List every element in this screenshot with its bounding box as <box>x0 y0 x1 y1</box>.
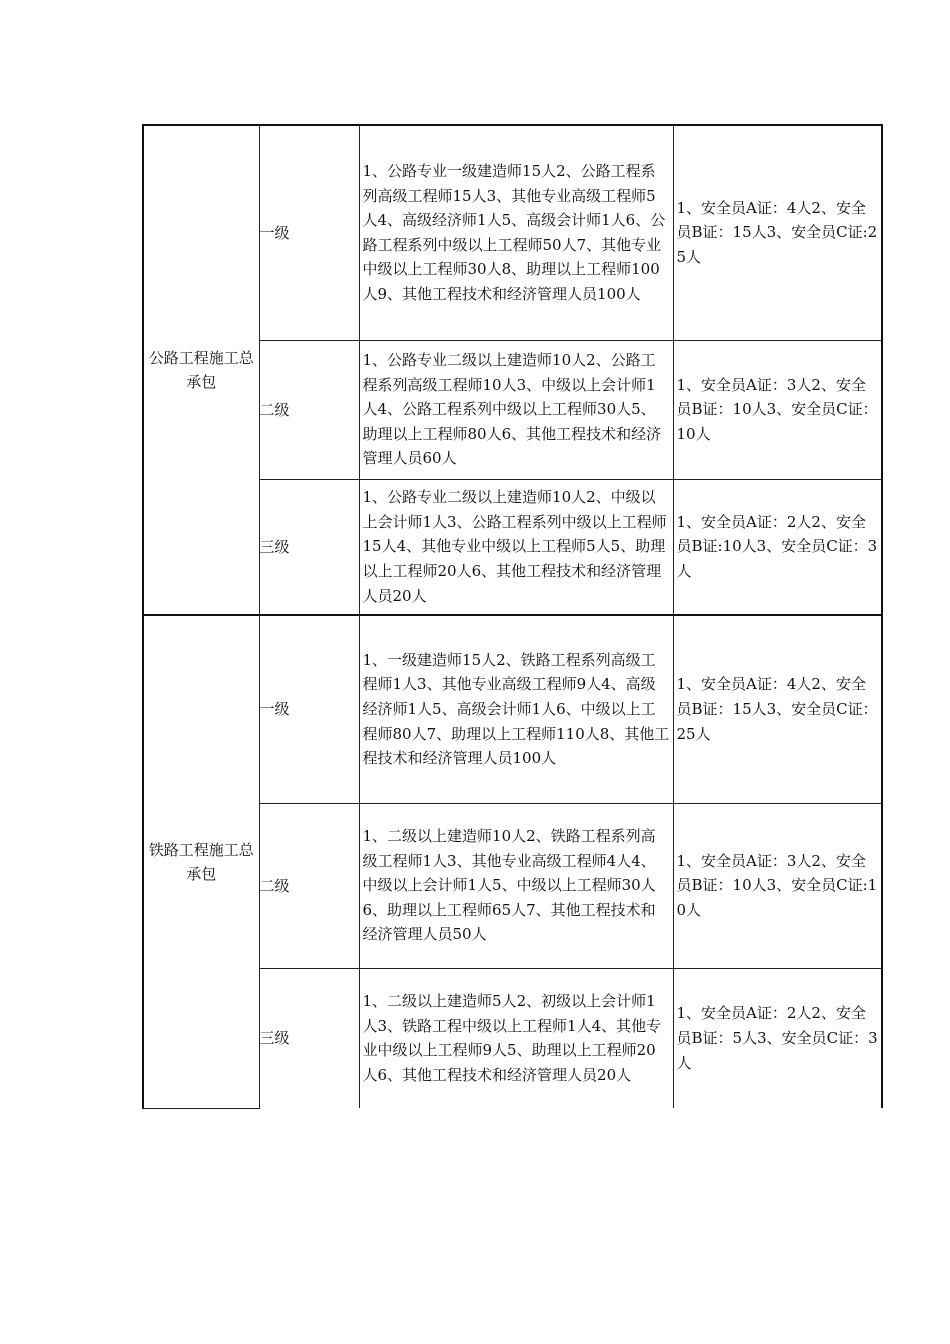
grade-label: 三级 <box>259 1029 290 1048</box>
grade-label: 二级 <box>259 876 290 895</box>
grade-label: 二级 <box>259 400 290 419</box>
safety-officer-text: 1、安全员A证：3人2、安全员B证：10人3、安全员C证:10人 <box>676 851 878 919</box>
safety-officer-text: 1、安全员A证：2人2、安全员B证:10人3、安全员C证：3人 <box>676 512 878 581</box>
category-cell <box>143 125 259 615</box>
staff-requirements-cell <box>359 340 673 479</box>
grade-label: 一级 <box>259 700 290 719</box>
grade-label: 三级 <box>259 537 290 556</box>
grade-cell <box>259 968 359 1108</box>
staff-requirements-text: 1、公路专业一级建造师15人2、公路工程系列高级工程师15人3、其他专业高级工程师5人4、高级经济师1人5、高级会计师1人6、公路工程系列中级以上工程师50人7、其他专业中级以上工程师30人8、助理以上工程师100人9、其他工程技术和经济管理人员100人 <box>362 161 666 303</box>
staff-requirements-cell <box>359 479 673 615</box>
safety-officer-cell <box>673 615 882 803</box>
grade-cell <box>259 803 359 968</box>
staff-requirements-text: 1、一级建造师15人2、铁路工程系列高级工程师1人3、其他专业高级工程师9人4、高级经济师1人5、高级会计师1人6、中级以上工程师80人7、助理以上工程师110人8、其他工程技术和经济管理人员100人 <box>362 650 670 768</box>
category-label: 公路工程施工总承包 <box>148 349 254 391</box>
safety-officer-text: 1、安全员A证：2人2、安全员B证：5人3、安全员C证：3人 <box>676 1004 878 1072</box>
safety-officer-text: 1、安全员A证：4人2、安全员B证：15人3、安全员C证：25人 <box>676 675 878 743</box>
staff-requirements-text: 1、二级以上建造师5人2、初级以上会计师1人3、铁路工程中级以上工程师1人4、其他专业中级以上工程师9人5、助理以上工程师20人6、其他工程技术和经济管理人员20人 <box>362 992 662 1084</box>
grade-label: 一级 <box>259 223 290 242</box>
grade-cell <box>259 615 359 803</box>
staff-requirements-cell <box>359 803 673 968</box>
staff-requirements-cell <box>359 615 673 803</box>
safety-officer-cell <box>673 968 882 1108</box>
staff-requirements-text: 1、公路专业二级以上建造师10人2、中级以上会计师1人3、公路工程系列中级以上工程师15人4、其他专业中级以上工程师5人5、助理以上工程师20人6、其他工程技术和经济管理人员20人 <box>362 488 667 605</box>
staff-requirements-cell <box>359 968 673 1108</box>
staff-requirements-text: 1、公路专业二级以上建造师10人2、公路工程系列高级工程师10人3、中级以上会计师1人4、公路工程系列中级以上工程师30人5、助理以上工程师80人6、其他工程技术和经济管理人员60人 <box>362 351 662 468</box>
qualification-table <box>142 124 883 1109</box>
grade-cell <box>259 340 359 479</box>
safety-officer-cell <box>673 340 882 479</box>
staff-requirements-cell <box>359 125 673 340</box>
safety-officer-cell <box>673 803 882 968</box>
qualification-table-container <box>142 124 881 1110</box>
safety-officer-text: 1、安全员A证：3人2、安全员B证：10人3、安全员C证：10人 <box>676 375 878 443</box>
safety-officer-text: 1、安全员A证：4人2、安全员B证：15人3、安全员C证:25人 <box>676 198 878 267</box>
staff-requirements-text: 1、二级以上建造师10人2、铁路工程系列高级工程师1人3、其他专业高级工程师4人4、中级以上会计师1人5、中级以上工程师30人6、助理以上工程师65人7、其他工程技术和经济管理人员50人 <box>362 827 656 944</box>
safety-officer-cell <box>673 125 882 340</box>
category-cell <box>143 615 259 1108</box>
safety-officer-cell <box>673 479 882 615</box>
grade-cell <box>259 125 359 340</box>
table-row <box>143 615 882 803</box>
table-row <box>143 125 882 340</box>
grade-cell <box>259 479 359 615</box>
category-label: 铁路工程施工总承包 <box>148 840 254 883</box>
